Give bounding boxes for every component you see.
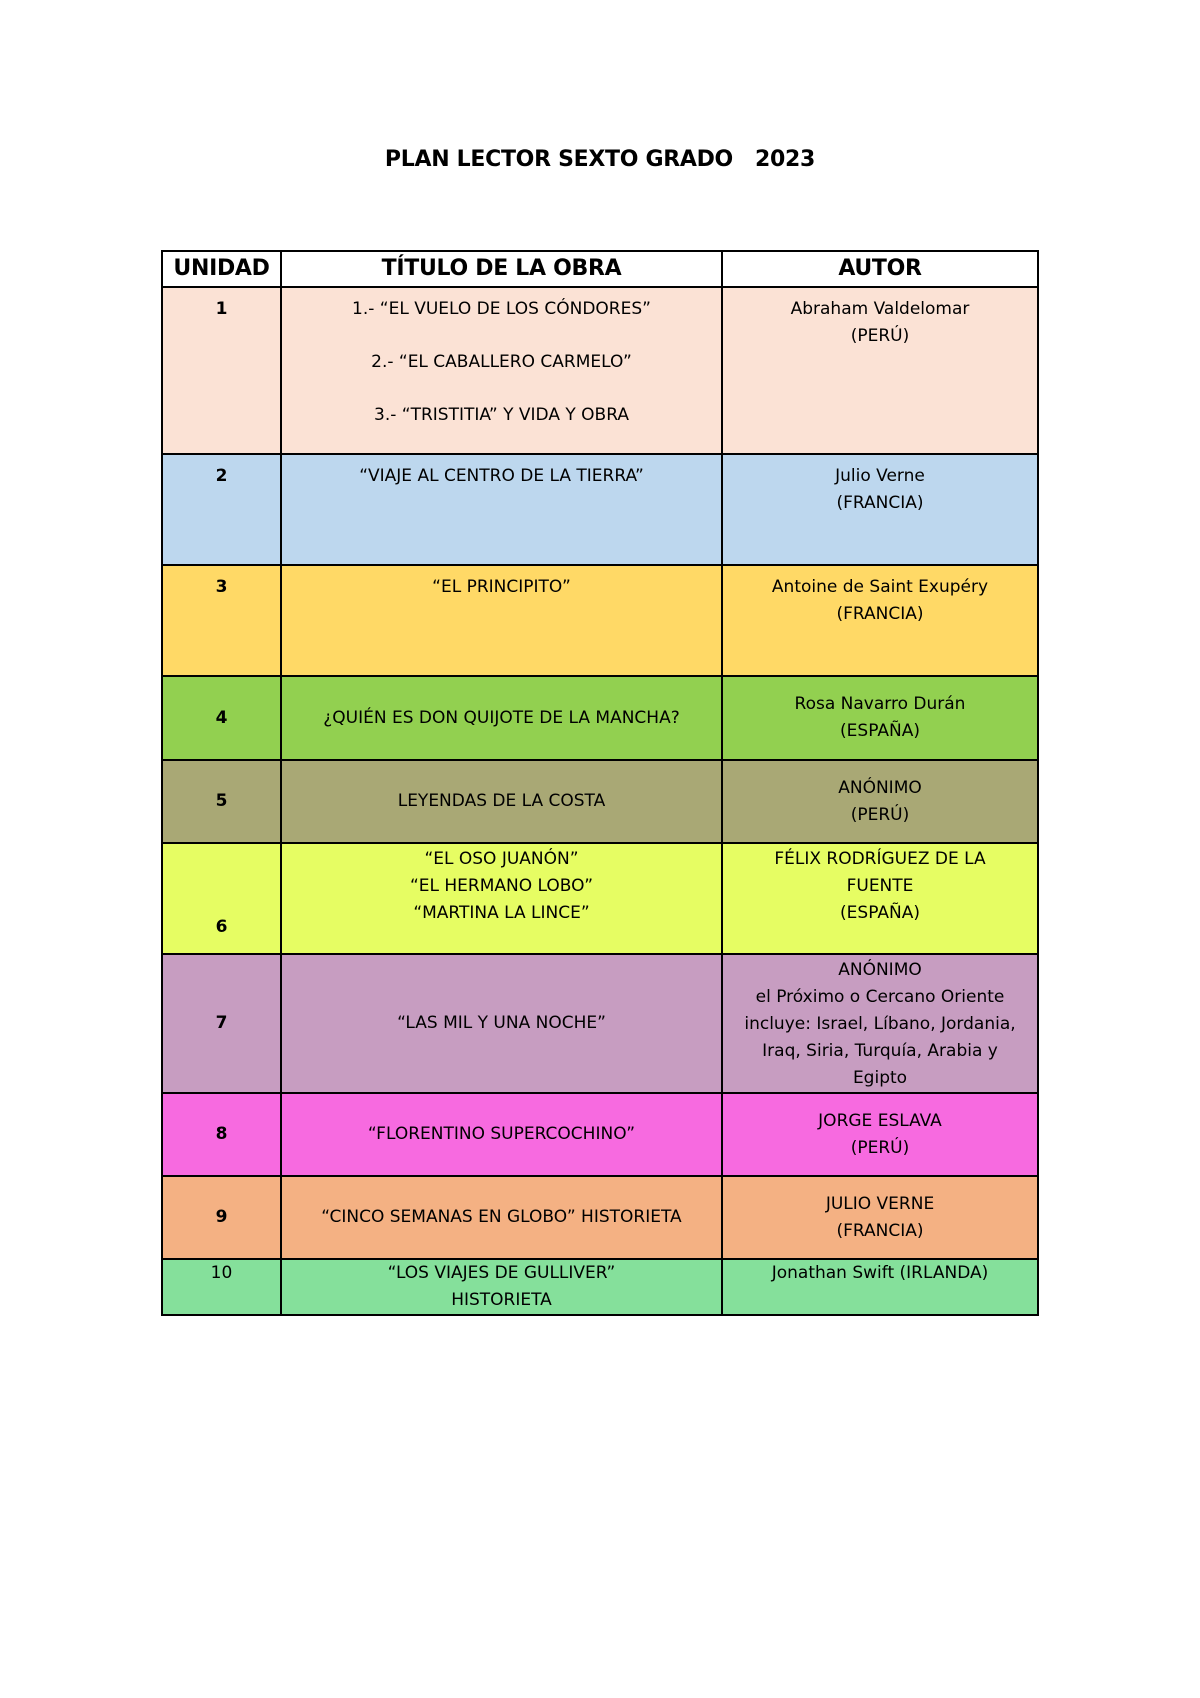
author — [722, 565, 1038, 676]
author — [722, 1093, 1038, 1176]
work-title — [281, 1176, 722, 1259]
table-row — [162, 760, 1038, 843]
author-line: Julio Verne — [835, 466, 925, 486]
table-header-row — [162, 251, 1038, 287]
work-title — [281, 760, 722, 843]
author — [722, 760, 1038, 843]
unit-number: 6 — [162, 843, 281, 954]
author — [722, 287, 1038, 454]
author — [722, 954, 1038, 1093]
table-row — [162, 287, 1038, 454]
table-row — [162, 843, 1038, 954]
work-title-line: LEYENDAS DE LA COSTA — [397, 791, 606, 811]
author-line: ANÓNIMO — [838, 777, 922, 798]
table-row — [162, 454, 1038, 565]
work-title-line: 3.- “TRISTITIA” Y VIDA Y OBRA — [374, 405, 629, 425]
work-title-line: “LOS VIAJES DE GULLIVER” — [387, 1263, 616, 1283]
author — [722, 1259, 1038, 1315]
author-line: FUENTE — [846, 876, 914, 896]
author-line: JULIO VERNE — [825, 1193, 935, 1214]
author — [722, 454, 1038, 565]
author-line: JORGE ESLAVA — [818, 1110, 942, 1131]
unit-number: 9 — [162, 1176, 281, 1259]
work-title-line: “LAS MIL Y UNA NOCHE” — [397, 1013, 606, 1033]
work-title-line: “FLORENTINO SUPERCOCHINO” — [367, 1124, 636, 1144]
author-line: (ESPAÑA) — [840, 903, 920, 923]
author-line: (PERÚ) — [850, 1137, 910, 1158]
author — [722, 1176, 1038, 1259]
author-line: Rosa Navarro Durán — [794, 694, 966, 714]
table-row — [162, 676, 1038, 760]
work-title-line: “EL PRINCIPITO” — [432, 577, 571, 597]
work-title-line: ¿QUIÉN ES DON QUIJOTE DE LA MANCHA? — [323, 707, 680, 728]
author-line: FÉLIX RODRÍGUEZ DE LA — [774, 849, 986, 869]
author-line: el Próximo o Cercano Oriente — [755, 987, 1005, 1007]
unit-number: 5 — [162, 760, 281, 843]
author-line: (ESPAÑA) — [840, 721, 920, 741]
table-row — [162, 954, 1038, 1093]
unit-number: 10 — [162, 1259, 281, 1315]
header-autor: AUTOR — [722, 251, 1038, 287]
work-title — [281, 676, 722, 760]
unit-number: 3 — [162, 565, 281, 676]
author-line: Abraham Valdelomar — [790, 299, 970, 319]
work-title-line: 2.- “EL CABALLERO CARMELO” — [371, 352, 632, 372]
author — [722, 676, 1038, 760]
author-line: ANÓNIMO — [838, 960, 922, 980]
work-title-line: “MARTINA LA LINCE” — [413, 903, 590, 923]
table-row — [162, 1093, 1038, 1176]
work-title-line: “EL OSO JUANÓN” — [424, 849, 579, 869]
work-title — [281, 1259, 722, 1315]
work-title-line: “EL HERMANO LOBO” — [409, 876, 594, 896]
table-row — [162, 1176, 1038, 1259]
author-line: incluye: Israel, Líbano, Jordania, — [744, 1014, 1016, 1034]
unit-number: 4 — [162, 676, 281, 760]
work-title — [281, 454, 722, 565]
author-line: (PERÚ) — [850, 804, 910, 825]
author-line: (PERÚ) — [850, 326, 910, 346]
header-unidad: UNIDAD — [162, 251, 281, 287]
document-title: PLAN LECTOR SEXTO GRADO 2023 — [384, 147, 816, 172]
work-title — [281, 843, 722, 954]
header-titulo: TÍTULO DE LA OBRA — [281, 251, 722, 287]
table-row — [162, 565, 1038, 676]
unit-number: 8 — [162, 1093, 281, 1176]
work-title-line: 1.- “EL VUELO DE LOS CÓNDORES” — [352, 299, 651, 319]
unit-number: 1 — [162, 287, 281, 454]
author-line: (FRANCIA) — [836, 493, 924, 513]
unit-number: 7 — [162, 954, 281, 1093]
work-title-line: “VIAJE AL CENTRO DE LA TIERRA” — [359, 466, 644, 486]
work-title — [281, 565, 722, 676]
author-line: Iraq, Siria, Turquía, Arabia y — [762, 1041, 998, 1061]
author-line: Egipto — [852, 1068, 908, 1088]
work-title — [281, 1093, 722, 1176]
work-title-line: HISTORIETA — [451, 1290, 552, 1310]
author-line: (FRANCIA) — [836, 604, 924, 624]
unit-number: 2 — [162, 454, 281, 565]
table-row — [162, 1259, 1038, 1315]
author-line: Jonathan Swift (IRLANDA) — [771, 1263, 989, 1283]
author — [722, 843, 1038, 954]
author-line: (FRANCIA) — [836, 1220, 924, 1241]
author-line: Antoine de Saint Exupéry — [771, 577, 989, 597]
work-title — [281, 954, 722, 1093]
reading-plan-table — [161, 250, 1039, 1316]
work-title — [281, 287, 722, 454]
work-title-line: “CINCO SEMANAS EN GLOBO” HISTORIETA — [321, 1207, 682, 1227]
